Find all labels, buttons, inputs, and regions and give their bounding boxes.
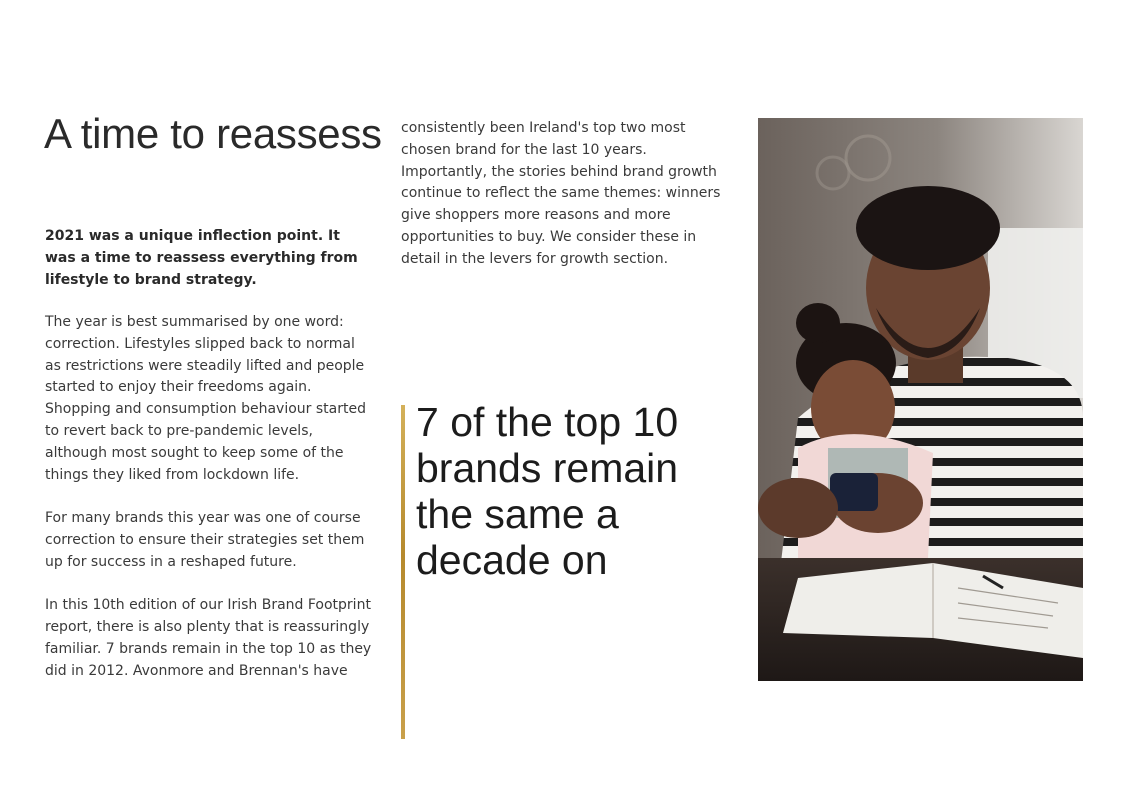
body-column-left xyxy=(45,312,375,704)
body-column-middle xyxy=(401,118,731,292)
father-daughter-photo xyxy=(758,118,1083,681)
body-paragraph: The year is best summarised by one word: correction. Lifestyles slipped back to normal as restrictions were steadily lifted and people started to enjoy their freedoms again. Shopping and consumption behaviour started to revert back to pre-pandemic levels, although most sought to keep some of the things they liked from lockdown life. xyxy=(45,314,366,483)
lead-paragraph: 2021 was a unique inflection point. It was a time to reassess everything from lifestyle to brand strategy. xyxy=(45,228,358,288)
pull-quote: 7 of the top 10 brands remain the same a decade on xyxy=(416,399,679,583)
page-title: A time to reassess xyxy=(44,110,382,157)
body-paragraph: In this 10th edition of our Irish Brand Footprint report, there is also plenty that is reassuringly familiar. 7 brands remain in the top 10 as they did in 2012. Avonmore and Brennan's have xyxy=(45,597,372,679)
body-paragraph: For many brands this year was one of course correction to ensure their strategies set them up for success in a reshaped future. xyxy=(45,510,365,570)
body-paragraph: consistently been Ireland's top two most chosen brand for the last 10 years. Importantly, the stories behind brand growth continue to reflect the same themes: winners give shoppers more reasons and more opportunities to buy. We consider these in detail in the levers for growth section. xyxy=(401,120,721,267)
pull-quote-accent-bar xyxy=(401,405,405,739)
